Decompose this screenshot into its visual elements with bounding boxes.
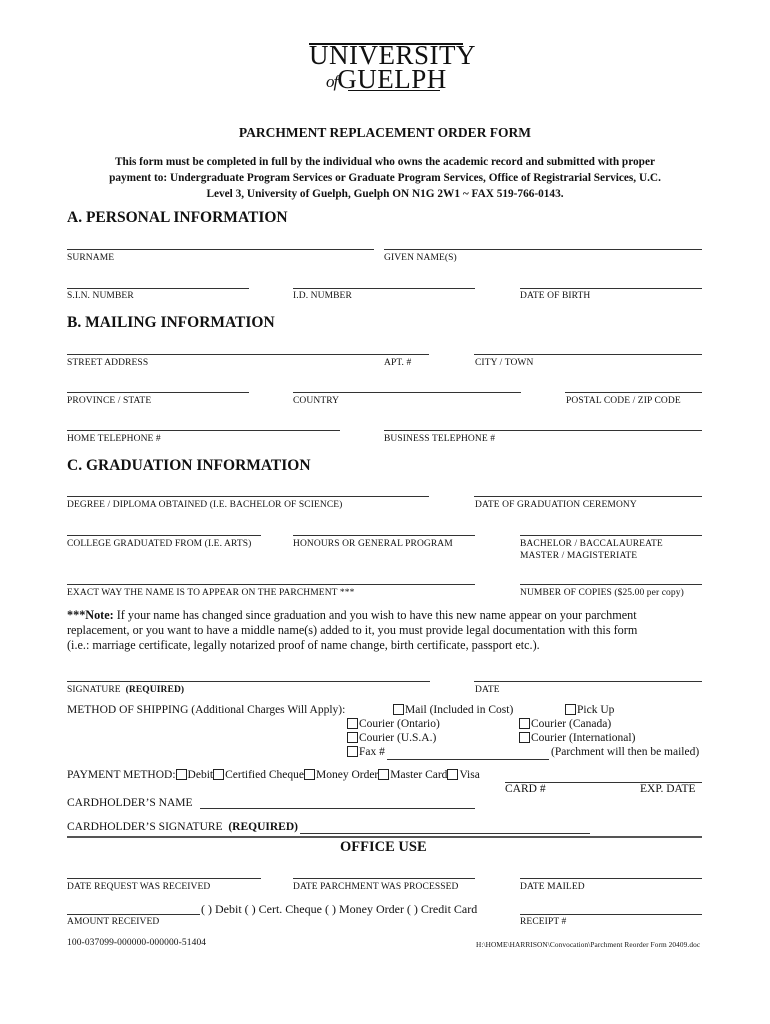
- cheque-label: Certified Cheque: [225, 769, 304, 781]
- courier-canada-checkbox[interactable]: [519, 718, 530, 729]
- logo-of: of: [326, 72, 338, 91]
- pickup-option[interactable]: [565, 704, 614, 716]
- fax-note: (Parchment will then be mailed): [551, 746, 700, 758]
- country-label: COUNTRY: [293, 396, 340, 406]
- exact-name-label: EXACT WAY THE NAME IS TO APPEAR ON THE PARCHMENT ***: [67, 588, 355, 598]
- note-label: ***Note:: [67, 608, 114, 622]
- section-c-heading: C. GRADUATION INFORMATION: [67, 457, 311, 474]
- mastercard-checkbox[interactable]: [378, 769, 389, 780]
- form-title: PARCHMENT REPLACEMENT ORDER FORM: [238, 125, 532, 140]
- cardholder-sig-label: [67, 821, 298, 833]
- copies-label: NUMBER OF COPIES ($25.00 per copy): [520, 588, 684, 598]
- signature-text: SIGNATURE: [67, 685, 121, 695]
- date-mailed-label: DATE MAILED: [520, 882, 585, 892]
- courier-canada-option[interactable]: [519, 718, 611, 730]
- courier-ontario-checkbox[interactable]: [347, 718, 358, 729]
- province-field[interactable]: [67, 392, 249, 393]
- footer-code: 100-037099-000000-000000-51404: [67, 938, 207, 948]
- debit-checkbox[interactable]: [176, 769, 187, 780]
- bachelor-label: BACHELOR / BACCALAUREATE: [520, 539, 663, 549]
- courier-intl-checkbox[interactable]: [519, 732, 530, 743]
- debit-label: Debit: [187, 769, 214, 781]
- payment-label: PAYMENT METHOD:: [67, 769, 176, 781]
- date-mailed-field[interactable]: [520, 878, 702, 879]
- office-divider: [67, 836, 702, 838]
- sin-label: S.I.N. NUMBER: [67, 291, 134, 301]
- amount-label: AMOUNT RECEIVED: [67, 917, 160, 927]
- mastercard-label: Master Card: [390, 769, 448, 781]
- pickup-checkbox[interactable]: [565, 704, 576, 715]
- fax-label: Fax #: [359, 746, 385, 758]
- signature-required: (REQUIRED): [125, 685, 185, 695]
- honours-field[interactable]: [293, 535, 475, 536]
- id-number-label: I.D. NUMBER: [293, 291, 352, 301]
- card-number-label: CARD #: [505, 783, 546, 795]
- honours-label: HONOURS OR GENERAL PROGRAM: [293, 539, 453, 549]
- master-label: MASTER / MAGISTERIATE: [520, 551, 638, 561]
- mail-checkbox[interactable]: [393, 704, 404, 715]
- shipping-label: METHOD OF SHIPPING (Additional Charges Will Apply):: [67, 704, 346, 716]
- dob-label: DATE OF BIRTH: [520, 291, 591, 301]
- sin-field[interactable]: [67, 288, 249, 289]
- cheque-checkbox[interactable]: [213, 769, 224, 780]
- degree-label: DEGREE / DIPLOMA OBTAINED (I.E. BACHELOR OF SCIENCE): [67, 500, 343, 510]
- section-b-heading: B. MAILING INFORMATION: [67, 314, 275, 331]
- intro-line-1: This form must be completed in full by the individual who owns the academic record and submitted with proper: [115, 156, 655, 168]
- cardholder-sig-field[interactable]: [300, 833, 590, 834]
- exp-date-label: EXP. DATE: [640, 783, 696, 795]
- surname-label: SURNAME: [67, 253, 115, 263]
- signature-date-field[interactable]: [474, 681, 702, 682]
- logo-rule-bottom: [348, 90, 440, 91]
- office-payment-options: ( ) Debit ( ) Cert. Cheque ( ) Money Order ( ) Credit Card: [201, 902, 478, 916]
- note-line-2: replacement, or you want to have a middle name(s) added to it, you must provide legal documentation with this form: [67, 623, 638, 637]
- section-a-heading: A. PERSONAL INFORMATION: [67, 209, 288, 226]
- note-line-3: (i.e.: marriage certificate, legally notarized proof of name change, birth certificate, passport etc.).: [67, 638, 540, 652]
- postal-label: POSTAL CODE / ZIP CODE: [566, 396, 681, 406]
- college-field[interactable]: [67, 535, 261, 536]
- amount-field[interactable]: [67, 914, 200, 915]
- grad-date-field[interactable]: [474, 496, 702, 497]
- degree-field[interactable]: [67, 496, 429, 497]
- courier-intl-option[interactable]: [519, 732, 635, 744]
- courier-usa-label: Courier (U.S.A.): [359, 732, 437, 744]
- cardholder-sig-text: CARDHOLDER’S SIGNATURE: [67, 821, 223, 833]
- postal-field[interactable]: [565, 392, 702, 393]
- college-label: COLLEGE GRADUATED FROM (I.E. ARTS): [67, 539, 252, 549]
- mail-option[interactable]: [393, 704, 513, 716]
- apt-label: APT. #: [384, 358, 412, 368]
- copies-field[interactable]: [520, 584, 702, 585]
- business-phone-label: BUSINESS TELEPHONE #: [384, 434, 496, 444]
- logo-guelph-text: GUELPH: [337, 64, 447, 94]
- footer-path: H:\HOME\HARRISON\Convocation\Parchment Reorder Form 20409.doc: [476, 940, 701, 949]
- business-phone-field[interactable]: [384, 430, 702, 431]
- visa-checkbox[interactable]: [447, 769, 458, 780]
- courier-usa-option[interactable]: [347, 732, 436, 744]
- courier-ontario-option[interactable]: [347, 718, 440, 730]
- given-names-label: GIVEN NAME(S): [384, 253, 457, 263]
- intro-line-2: payment to: Undergraduate Program Services or Graduate Program Services, Office of Registrarial Services, U.C.: [109, 172, 661, 184]
- grad-date-label: DATE OF GRADUATION CEREMONY: [475, 500, 637, 510]
- home-phone-field[interactable]: [67, 430, 340, 431]
- money-order-label: Money Order: [315, 769, 379, 781]
- intro-text: [40, 154, 730, 202]
- cardholder-name-field[interactable]: [200, 808, 475, 809]
- cardholder-name-label: CARDHOLDER’S NAME: [67, 797, 193, 809]
- signature-field[interactable]: [67, 681, 430, 682]
- signature-label: [67, 685, 184, 695]
- date-received-field[interactable]: [67, 878, 261, 879]
- fax-number-field[interactable]: [387, 759, 549, 760]
- logo-university: UNIVERSITY: [309, 40, 476, 70]
- date-processed-field[interactable]: [293, 878, 475, 879]
- courier-usa-checkbox[interactable]: [347, 732, 358, 743]
- pickup-label: Pick Up: [577, 704, 615, 716]
- fax-checkbox[interactable]: [347, 746, 358, 757]
- street-label: STREET ADDRESS: [67, 358, 149, 368]
- id-number-field[interactable]: [293, 288, 475, 289]
- receipt-field[interactable]: [520, 914, 702, 915]
- intro-line-3: Level 3, University of Guelph, Guelph ON N1G 2W1 ~ FAX 519-766-0143.: [206, 188, 564, 200]
- courier-ontario-label: Courier (Ontario): [359, 718, 440, 730]
- note-line-1: If your name has changed since graduation and you wish to have this new name appear on your parchment: [113, 608, 637, 622]
- country-field[interactable]: [293, 392, 521, 393]
- dob-field[interactable]: [520, 288, 702, 289]
- exact-name-field[interactable]: [67, 584, 475, 585]
- given-names-field[interactable]: [384, 249, 702, 250]
- bachelor-field[interactable]: [520, 535, 702, 536]
- payment-method-row: [67, 769, 480, 781]
- name-change-note: [67, 608, 637, 653]
- city-label: CITY / TOWN: [475, 358, 534, 368]
- city-field[interactable]: [474, 354, 702, 355]
- street-field[interactable]: [67, 354, 429, 355]
- money-order-checkbox[interactable]: [304, 769, 315, 780]
- courier-intl-label: Courier (International): [531, 732, 636, 744]
- office-use-heading: OFFICE USE: [340, 839, 427, 855]
- visa-label: Visa: [459, 769, 480, 781]
- signature-date-label: DATE: [475, 685, 500, 695]
- mail-label: Mail (Included in Cost): [405, 704, 514, 716]
- surname-field[interactable]: [67, 249, 374, 250]
- fax-option[interactable]: [347, 746, 385, 758]
- date-received-label: DATE REQUEST WAS RECEIVED: [67, 882, 211, 892]
- date-processed-label: DATE PARCHMENT WAS PROCESSED: [293, 882, 459, 892]
- cardholder-sig-required: (REQUIRED): [228, 821, 298, 833]
- receipt-label: RECEIPT #: [520, 917, 567, 927]
- courier-canada-label: Courier (Canada): [531, 718, 612, 730]
- home-phone-label: HOME TELEPHONE #: [67, 434, 161, 444]
- province-label: PROVINCE / STATE: [67, 396, 152, 406]
